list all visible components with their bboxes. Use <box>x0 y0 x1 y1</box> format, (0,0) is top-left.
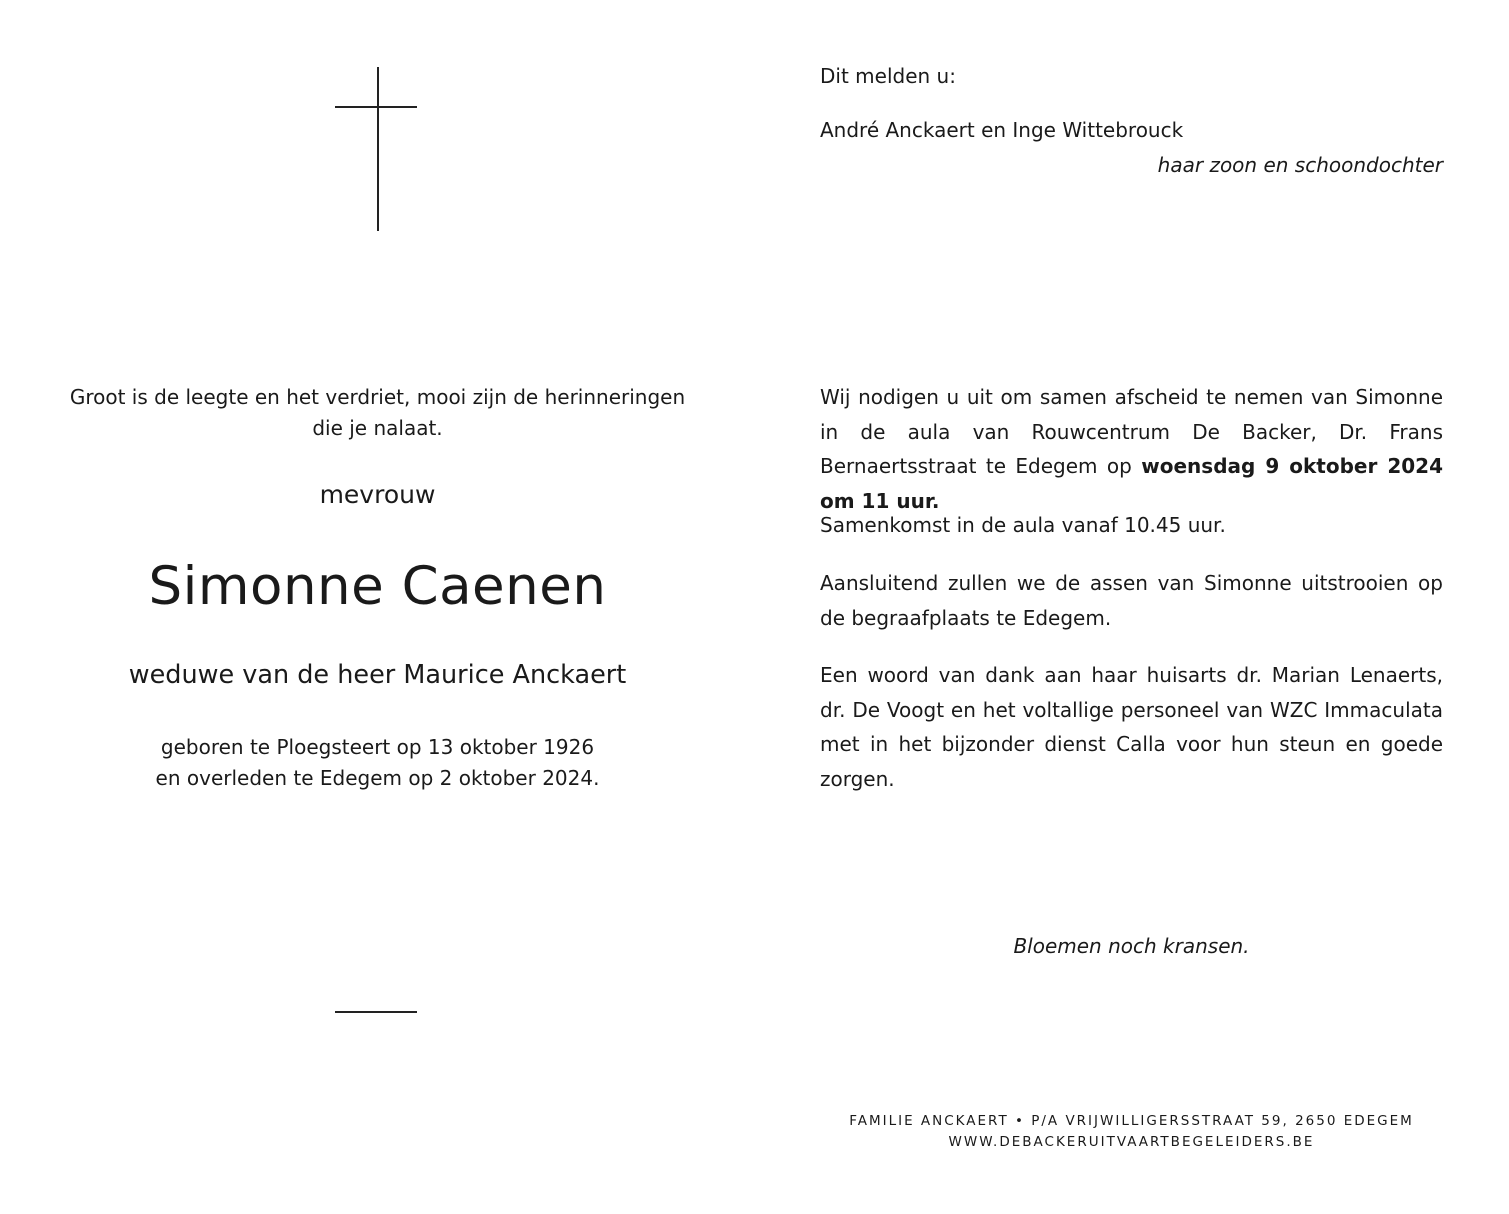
gathering-paragraph: Samenkomst in de aula vanaf 10.45 uur. <box>820 513 1226 537</box>
invitation-paragraph <box>820 380 1443 518</box>
deceased-name: Simonne Caenen <box>148 556 607 617</box>
relation-text: haar zoon en schoondochter <box>1157 153 1443 177</box>
ashes-paragraph: Aansluitend zullen we de assen van Simonne uitstrooien op de begraafplaats te Edegem. <box>820 571 1443 630</box>
thanks-paragraph: Een woord van dank aan haar huisarts dr. Marian Lenaerts, dr. De Voogt en het voltallige personeel van WZC Immaculata met in het bijzonder dienst Calla voor hun steun en goede zorgen. <box>820 663 1443 791</box>
footer-website: WWW.DEBACKERUITVAARTBEGELEIDERS.BE <box>948 1134 1315 1150</box>
widow-of: weduwe van de heer Maurice Anckaert <box>128 660 627 690</box>
memorial-quote <box>55 382 700 444</box>
quote-line-2: die je nalaat. <box>312 416 443 440</box>
invitation-text: Wij nodigen u uit om samen afscheid te nemen van Simonne in de aula van Rouwcentrum De Backer, Dr. Frans Bernaertsstraat te Edegem op <box>820 385 1443 479</box>
flowers-note: Bloemen noch kransen. <box>1013 934 1250 958</box>
birth-line: geboren te Ploegsteert op 13 oktober 1926 <box>160 735 595 759</box>
footer-address: FAMILIE ANCKAERT • P/A VRIJWILLIGERSSTRAAT 59, 2650 EDEGEM <box>849 1113 1414 1129</box>
invitation-date: woensdag 9 oktober 2024 om 11 uur. <box>820 454 1444 513</box>
intro-text: Dit melden u: <box>820 64 956 88</box>
title-prefix: mevrouw <box>319 480 436 509</box>
death-line: en overleden te Edegem op 2 oktober 2024. <box>155 766 600 790</box>
cross-horizontal-bar <box>335 106 417 108</box>
children-names: André Anckaert en Inge Wittebrouck <box>820 118 1184 142</box>
quote-line-1: Groot is de leegte en het verdriet, mooi zijn de herinneringen <box>69 385 686 409</box>
life-dates <box>55 732 700 794</box>
divider-line <box>335 1011 417 1013</box>
cross-vertical-bar <box>377 67 379 231</box>
